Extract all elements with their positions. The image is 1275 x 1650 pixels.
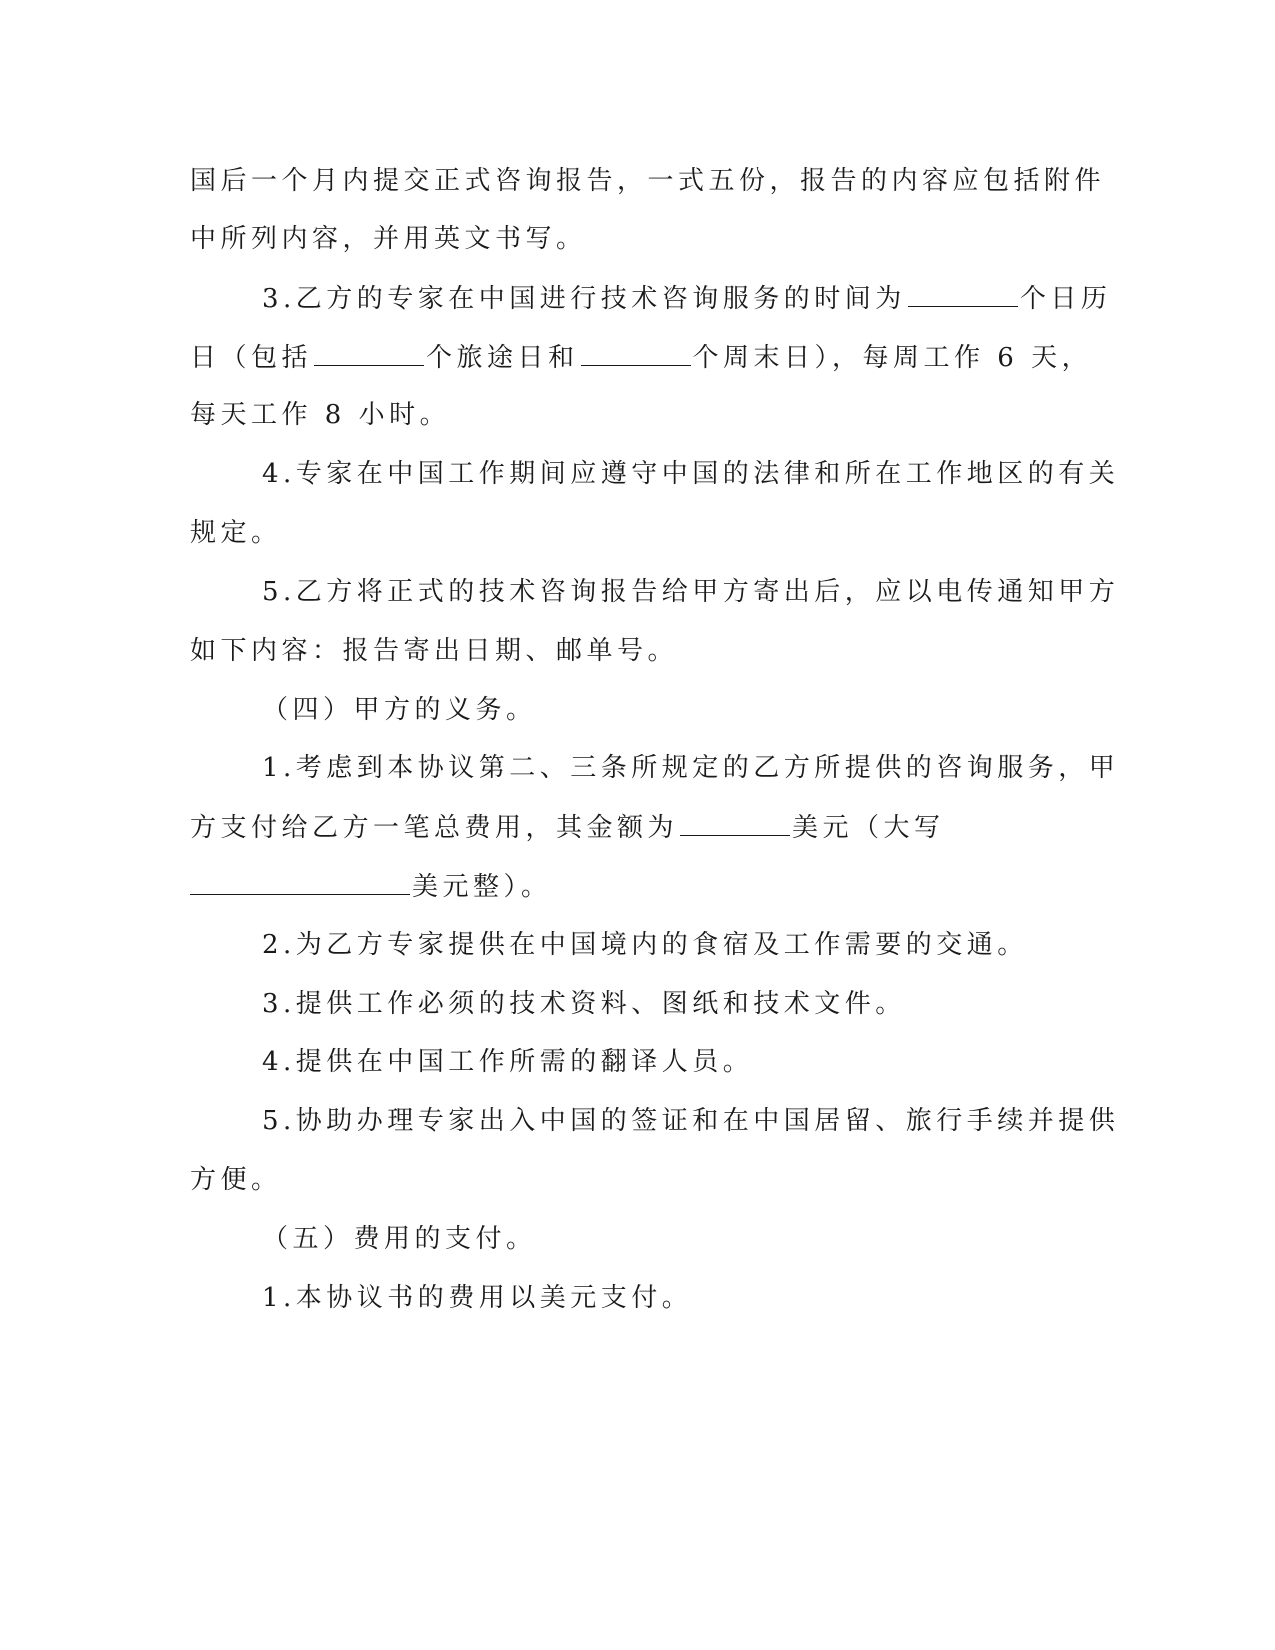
- text-run: 美元（大写: [792, 813, 945, 843]
- text-run: 3.乙方的专家在中国进行技术咨询服务的时间为: [262, 284, 906, 314]
- text-run: （五）费用的支付。: [262, 1224, 537, 1254]
- paragraph-line: [190, 221, 1070, 257]
- text-run: 方支付给乙方一笔总费用，其金额为: [190, 813, 679, 843]
- clause-5-line: [262, 574, 1142, 610]
- clause-4-line: [262, 1044, 1142, 1080]
- text-run: 个周末日），每周工作 6 天，: [692, 343, 1093, 373]
- clause-4-line: [262, 456, 1142, 492]
- clause-1-line: [262, 750, 1142, 786]
- text-run: 国后一个月内提交正式咨询报告，一式五份，报告的内容应包括附件: [190, 166, 1106, 196]
- fill-in-blank[interactable]: [190, 868, 410, 895]
- text-run: 个日历: [1019, 284, 1112, 314]
- text-run: （四）甲方的义务。: [262, 695, 537, 725]
- paragraph-line: [190, 339, 1093, 376]
- text-run: 美元整）。: [412, 872, 552, 902]
- text-run: 日（包括: [190, 343, 313, 373]
- text-run: 规定。: [190, 518, 282, 548]
- clause-5-line: [262, 1103, 1142, 1139]
- clause-1-line: [262, 1280, 1142, 1316]
- paragraph-line: [190, 633, 1070, 669]
- fill-in-blank[interactable]: [314, 339, 424, 366]
- text-run: 中所列内容，并用英文书写。: [190, 224, 587, 254]
- fill-in-blank[interactable]: [581, 339, 691, 366]
- text-run: 方便。: [190, 1165, 282, 1195]
- clause-2-line: [262, 927, 1142, 963]
- text-run: 1.本协议书的费用以美元支付。: [262, 1283, 693, 1313]
- text-run: 5.乙方将正式的技术咨询报告给甲方寄出后，应以电传通知甲方: [262, 577, 1120, 607]
- paragraph-line: [190, 1162, 1070, 1198]
- clause-3-line: [262, 986, 1142, 1022]
- fill-in-blank[interactable]: [680, 809, 790, 836]
- text-run: 每天工作 8 小时。: [190, 400, 451, 430]
- text-run: 4.提供在中国工作所需的翻译人员。: [262, 1047, 754, 1077]
- text-run: 3.提供工作必须的技术资料、图纸和技术文件。: [262, 989, 906, 1019]
- section-heading: [262, 692, 1142, 728]
- paragraph-line: [190, 515, 1070, 551]
- text-run: 4.专家在中国工作期间应遵守中国的法律和所在工作地区的有关: [262, 459, 1120, 489]
- section-heading: [262, 1221, 1142, 1257]
- paragraph-line: [190, 397, 1070, 433]
- paragraph-line: [190, 163, 1106, 199]
- fill-in-blank[interactable]: [908, 280, 1018, 307]
- text-run: 个旅途日和: [426, 343, 579, 373]
- text-run: 5.协助办理专家出入中国的签证和在中国居留、旅行手续并提供: [262, 1106, 1120, 1136]
- text-run: 1.考虑到本协议第二、三条所规定的乙方所提供的咨询服务，甲: [262, 753, 1120, 783]
- text-run: 2.为乙方专家提供在中国境内的食宿及工作需要的交通。: [262, 930, 1028, 960]
- paragraph-line: [190, 809, 1070, 846]
- text-run: 如下内容：报告寄出日期、邮单号。: [190, 636, 679, 666]
- clause-3-line: [262, 280, 1142, 317]
- paragraph-line: [190, 868, 1070, 905]
